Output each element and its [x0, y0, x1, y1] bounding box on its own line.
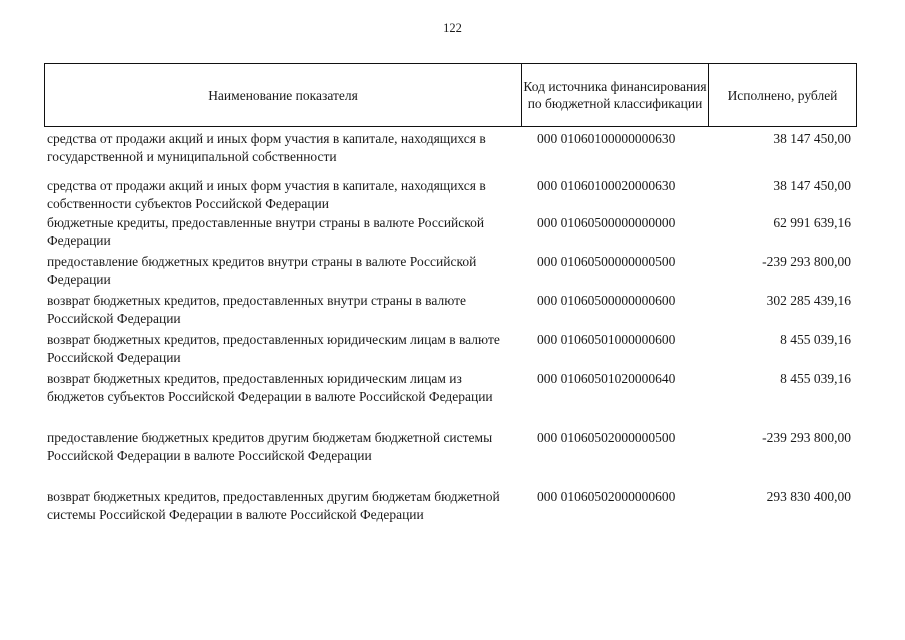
row-name: средства от продажи акций и иных форм участия в капитале, находящихся в государственной и муниципальной собственности [47, 131, 486, 164]
row-sum: -239 293 800,00 [762, 254, 851, 269]
header-name: Наименование показателя [208, 87, 358, 103]
row-code: 000 01060501000000600 [537, 332, 676, 347]
row-code: 000 01060500000000000 [537, 215, 676, 230]
page-number: 122 [443, 21, 462, 35]
row-name: предоставление бюджетных кредитов внутри страны в валюте Российской Федерации [47, 254, 477, 287]
row-sum: 38 147 450,00 [773, 178, 851, 193]
row-name: возврат бюджетных кредитов, предоставленных юридическим лицам из бюджетов субъектов Российской Федерации в валюте Российской Федерации [47, 371, 493, 404]
row-sum: 293 830 400,00 [766, 489, 851, 504]
row-code: 000 01060500000000500 [537, 254, 676, 269]
row-sum: 8 455 039,16 [780, 332, 851, 347]
row-sum: 62 991 639,16 [773, 215, 851, 230]
row-code: 000 01060100020000630 [537, 178, 676, 193]
row-code: 000 01060502000000500 [537, 430, 676, 445]
row-name: средства от продажи акций и иных форм участия в капитале, находящихся в собственности субъектов Российской Федерации [47, 178, 486, 211]
row-name: возврат бюджетных кредитов, предоставленных юридическим лицам в валюте Российской Федерации [47, 332, 500, 365]
row-sum: 38 147 450,00 [773, 131, 851, 146]
row-code: 000 01060100000000630 [537, 131, 676, 146]
row-code: 000 01060502000000600 [537, 489, 676, 504]
row-name: предоставление бюджетных кредитов другим бюджетам бюджетной системы Российской Федерации в валюте Российской Федерации [47, 430, 493, 463]
header-code: Код источника финансирования по бюджетной классификации [521, 64, 709, 126]
row-sum: 8 455 039,16 [780, 371, 851, 386]
row-name: возврат бюджетных кредитов, предоставленных внутри страны в валюте Российской Федерации [47, 293, 467, 326]
header-sum: Исполнено, рублей [727, 87, 838, 103]
row-code: 000 01060501020000640 [537, 371, 676, 386]
row-name: бюджетные кредиты, предоставленные внутри страны в валюте Российской Федерации [47, 215, 485, 248]
row-code: 000 01060500000000600 [537, 293, 676, 308]
row-name: возврат бюджетных кредитов, предоставленных другим бюджетам бюджетной системы Российской Федерации в валюте Российской Федерации [47, 489, 500, 522]
table-header [44, 63, 857, 127]
row-sum: 302 285 439,16 [766, 293, 851, 308]
row-sum: -239 293 800,00 [762, 430, 851, 445]
